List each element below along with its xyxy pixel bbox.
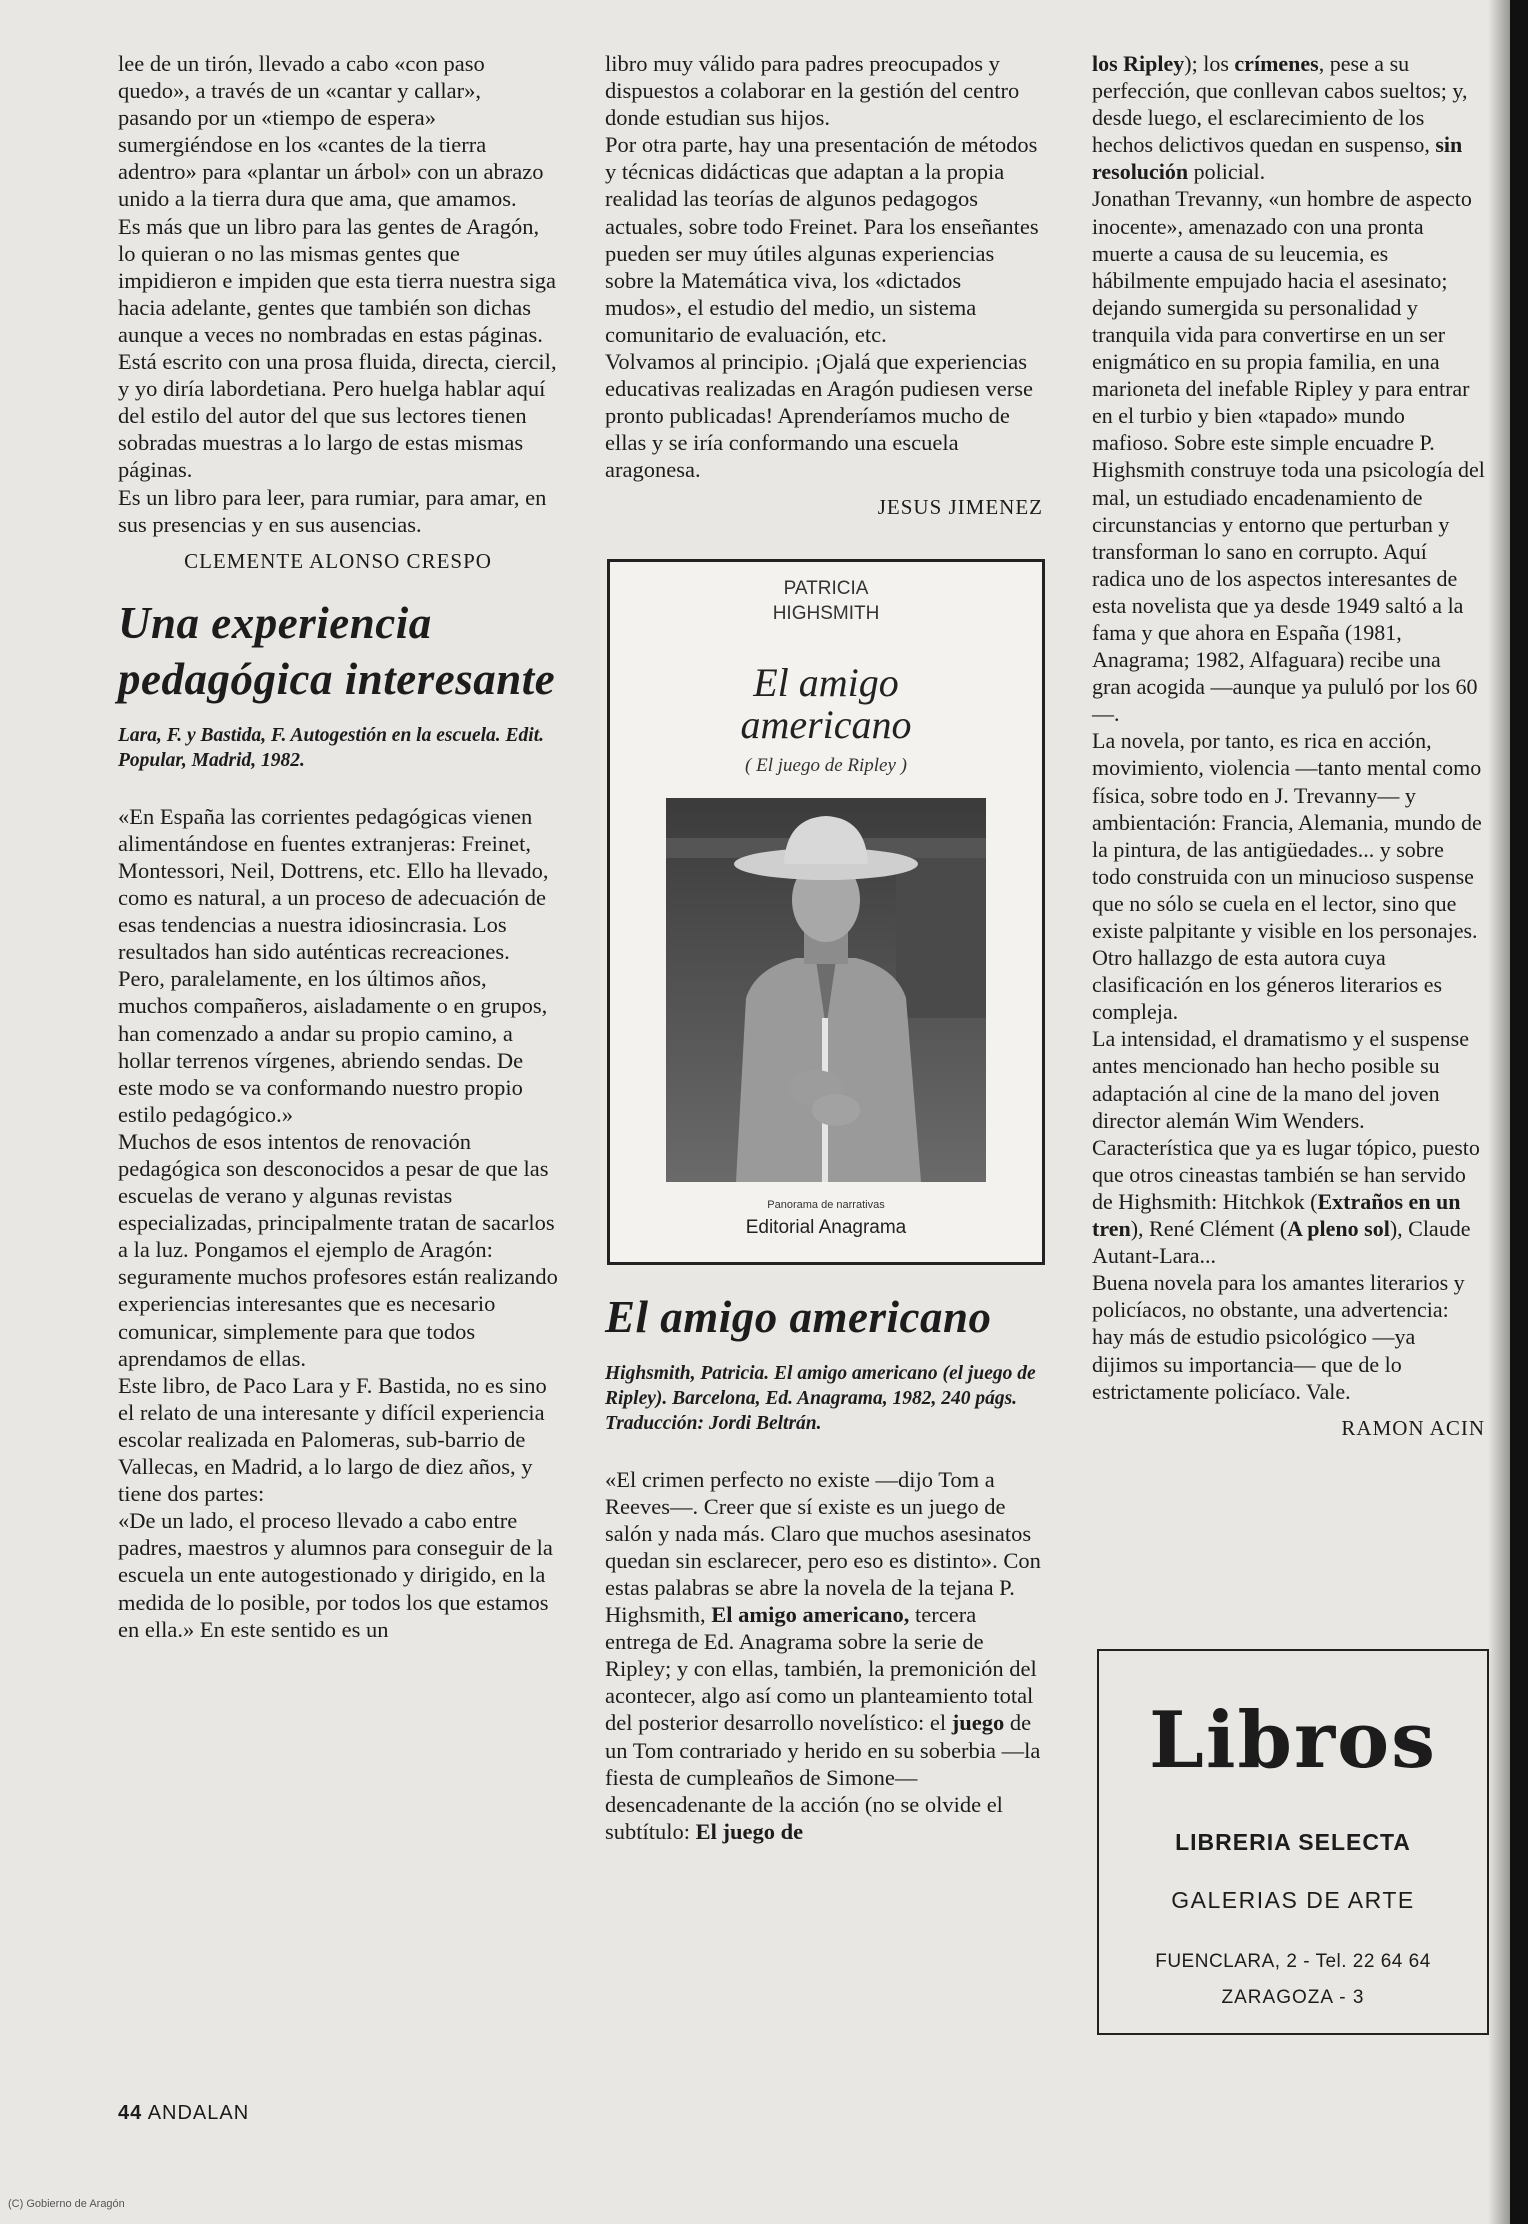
col2-paragraph-2: Por otra parte, hay una presentación de métodos y técnicas didácticas que adaptan a la propia realidad las teorías de algunos pedagogos actuales, sobre todo Freinet. Para los enseñantes pueden ser muy útiles algunas experiencias sobre la Matemática viva, los «dictados mudos», el estudio del medio, un sistema comunitario de evaluación, etc. — [605, 132, 1039, 347]
magazine-name: ANDALAN — [147, 2102, 250, 2124]
col3-p1-part-e: sin resolución — [1092, 132, 1463, 185]
col3-paragraph-2: Jonathan Trevanny, «un hombre de aspecto inocente», amenazado con una pronta muerte a causa de su leucemia, es hábilmente empujado hacia el asesinato; dejando sumergida su personalidad y tranquila vida para convertirse en un ser enigmático en su propia familia, en una marioneta del inefable Ripley y para entrar en el turbio y bien «tapado» mundo mafioso. Sobre este simple encuadre P. Highsmith construye toda una psicología del mal, un estudiado encadenamiento de circunstancias y entorno que perturban y transforman lo sano en corrupto. Aquí radica uno de los aspectos interesantes de esta novelista que ya desde 1949 saltó a la fama y que ahora en España (1981, Anagrama; 1982, Alfaguara) recibe una gran acogida —aunque ya pululó por los 60—. — [1092, 186, 1485, 727]
ad-title: Libros — [1148, 1695, 1438, 1786]
col2-p4-part-f: El juego de — [695, 1818, 804, 1844]
col3-paragraph-3: La novela, por tanto, es rica en acción, movimiento, violencia —tanto mental como física, sobre todo en J. Trevanny— y ambientación: Francia, Alemania, mundo de la pintura, de las antigüedades... y sobre todo construida con un minucioso suspense que no sólo se cuela en el lector, sino que existe palpitante y visible en los personajes. Otro hallazgo de esta autora cuya clasificación en los géneros literarios es compleja. — [1092, 728, 1482, 1025]
col2-p4-part-c: tercera entrega de Ed. Anagrama sobre la serie de Ripley; y con ellas, también, la premonición del acontecer, algo así como un planteamiento total del posterior desarrollo novelístico: el — [605, 1602, 1037, 1736]
cover-series: Panorama de narrativas — [767, 1198, 885, 1211]
col1-paragraph-8: «De un lado, el proceso llevado a cabo entre padres, maestros y alumnos para conseguir de la escuela un ente autogestionado y dirigido, en la medida de lo posible, por todos los que estamos en ella.» En este sentido es un — [118, 1508, 553, 1642]
headline-amigo-americano: El amigo americano — [605, 1291, 992, 1342]
page-footer — [118, 2102, 249, 2125]
signature-jesus: JESUS JIMENEZ — [877, 494, 1043, 519]
signature-clemente: CLEMENTE ALONSO CRESPO — [184, 548, 492, 573]
ad-libreria: LIBRERIA SELECTA — [1175, 1829, 1411, 1855]
reference-autogestion: Lara, F. y Bastida, F. Autogestión en la escuela. Edit. Popular, Madrid, 1982. — [118, 724, 544, 771]
scan-edge — [1510, 0, 1528, 2224]
cover-author — [610, 576, 1042, 626]
headline-experiencia-pedagogica: Una experiencia pedagógica interesante — [118, 597, 556, 704]
col3-p4-part-d: A pleno sol — [1287, 1216, 1390, 1242]
libreria-advertisement — [1097, 1649, 1489, 2035]
col2-paragraph-3: Volvamos al principio. ¡Ojalá que experiencias educativas realizadas en Aragón pudiesen verse pronto publicadas! Aprenderíamos mucho de ellas y se iría conformando una escuela aragonesa. — [605, 349, 1033, 483]
page-number: 44 — [118, 2102, 143, 2124]
column-1 — [118, 50, 558, 1643]
ad-address: FUENCLARA, 2 - Tel. 22 64 64 — [1155, 1951, 1431, 1972]
column-2 — [605, 50, 1043, 1845]
col3-p4-part-e: ), Claude Autant-Lara... — [1092, 1216, 1471, 1269]
column-3 — [1092, 50, 1485, 1442]
signature-ramon: RAMON ACIN — [1341, 1415, 1485, 1440]
col3-p1-part-c: crímenes — [1234, 51, 1319, 76]
col3-p4-part-b: Extraños en un tren — [1092, 1188, 1461, 1242]
cover-publisher: Editorial Anagrama — [745, 1216, 907, 1238]
book-cover — [607, 559, 1045, 1265]
cover-title-line-2: americano — [740, 701, 912, 747]
col2-paragraph-1: libro muy válido para padres preocupados y dispuestos a colaborar en la gestión del centro donde estudian sus hijos. — [605, 51, 1020, 131]
col1-paragraph-3: Está escrito con una prosa fluida, directa, ciercil, y yo diría labordetiana. Pero huelga hablar aquí del estilo del autor del que sus lectores tienen sobradas muestras a lo largo de estas mismas páginas. — [118, 349, 557, 483]
col3-p1-part-b: ); los — [1184, 51, 1235, 76]
cover-title — [610, 659, 1042, 747]
col2-p4-part-e: de un Tom contrariado y herido en su soberbia —la fiesta de cumpleaños de Simone— desencadenante de la acción (no se olvide el subtítulo: — [605, 1710, 1041, 1844]
col1-paragraph-2: Es más que un libro para las gentes de Aragón, lo quieran o no las mismas gentes que impidieron e impiden que esta tierra nuestra siga hacia adelante, gentes que también son dichas aunque a veces no nombradas en estas páginas. — [118, 213, 556, 347]
cover-author-last: HIGHSMITH — [772, 602, 880, 624]
cover-title-line-1: El amigo — [753, 659, 899, 705]
col2-paragraph-4 — [605, 1466, 1043, 1845]
ad-galerias: GALERIAS DE ARTE — [1171, 1887, 1415, 1913]
col3-p4-part-c: ), René Clément ( — [1130, 1216, 1288, 1242]
reference-highsmith: Highsmith, Patricia. El amigo americano (el juego de Ripley). Barcelona, Ed. Anagrama, 1982, 240 págs. Traducción: Jordi Beltrán. — [605, 1362, 1036, 1434]
cover-photo — [666, 798, 986, 1182]
image-credit: (C) Gobierno de Aragón — [8, 2198, 125, 2210]
cover-subtitle: ( El juego de Ripley ) — [745, 754, 907, 776]
col3-p4-part-a: La intensidad, el dramatismo y el suspense antes mencionado han hecho posible su adaptación al cine de la mano del joven director alemán Wim Wenders. Característica que ya es lugar tópico, puesto que otros cineastas también se han servido de Highsmith: Hitchkok ( — [1092, 1026, 1480, 1214]
col2-p4-part-b: El amigo americano, — [711, 1602, 910, 1628]
col3-p1-part-a: los Ripley — [1092, 51, 1185, 76]
col2-p4-part-d: juego — [951, 1710, 1005, 1736]
col1-paragraph-5: «En España las corrientes pedagógicas vienen alimentándose en fuentes extranjeras: Freinet, Montessori, Neil, Dottrens, etc. Ello ha llevado, como es natural, a un proceso de adecuación de esas tendencias a nuestra idiosincrasia. Los resultados han sido auténticas recreaciones. Pero, paralelamente, en los últimos años, muchos compañeros, aisladamente o en grupos, han comenzado a andar su propio camino, a hollar terrenos vírgenes, abriendo sendas. De este modo se va conformando nuestro propio estilo pedagógico.» — [118, 803, 549, 1127]
col1-paragraph-1: lee de un tirón, llevado a cabo «con paso quedo», a través de un «cantar y callar», pasando por un «tiempo de espera» sumergiéndose en los «cantes de la tierra adentro» para «plantar un árbol» con un abrazo unido a la tierra dura que ama, que amamos. — [118, 51, 544, 212]
col3-paragraph-1 — [1092, 50, 1485, 185]
col1-paragraph-4: Es un libro para leer, para rumiar, para amar, en sus presencias y en sus ausencias. — [118, 484, 547, 537]
man-in-hat-photo — [666, 798, 986, 1182]
ad-city: ZARAGOZA - 3 — [1221, 1987, 1365, 2008]
col3-p1-part-d: , pese a su perfección, que conllevan cabos sueltos; y, desde luego, el esclarecimiento de los hechos delictivos quedan en suspenso, — [1092, 51, 1468, 158]
col1-paragraph-7: Este libro, de Paco Lara y F. Bastida, no es sino el relato de una interesante y difícil experiencia escolar realizada en Palomeras, sub-barrio de Vallecas, en Madrid, a lo largo de diez años, y tiene dos partes: — [118, 1372, 547, 1507]
col1-paragraph-6: Muchos de esos intentos de renovación pedagógica son desconocidos a pesar de que las escuelas de verano y algunas revistas especializadas, principalmente tratan de sacarlos a la luz. Pongamos el ejemplo de Aragón: seguramente muchos profesores están realizando experiencias interesantes que es necesario comunicar, simplemente para que todos aprendamos de ellas. — [118, 1128, 558, 1371]
col3-paragraph-4 — [1092, 1025, 1485, 1269]
cover-author-first: PATRICIA — [783, 577, 869, 599]
col2-p4-part-a: «El crimen perfecto no existe —dijo Tom a Reeves—. Creer que sí existe es un juego de salón y nada más. Claro que muchos asesinatos quedan sin esclarecer, pero eso es distinto». Con estas palabras se abre la novela de la tejana P. Highsmith, — [605, 1466, 1041, 1628]
binding-shadow — [1488, 0, 1510, 2224]
col3-p1-part-f: policial. — [1188, 159, 1266, 185]
col3-paragraph-5: Buena novela para los amantes literarios y policíacos, no obstante, una advertencia: hay más de estudio psicológico —ya dijimos su importancia— que de lo estrictamente policíaco. Vale. — [1092, 1270, 1465, 1404]
